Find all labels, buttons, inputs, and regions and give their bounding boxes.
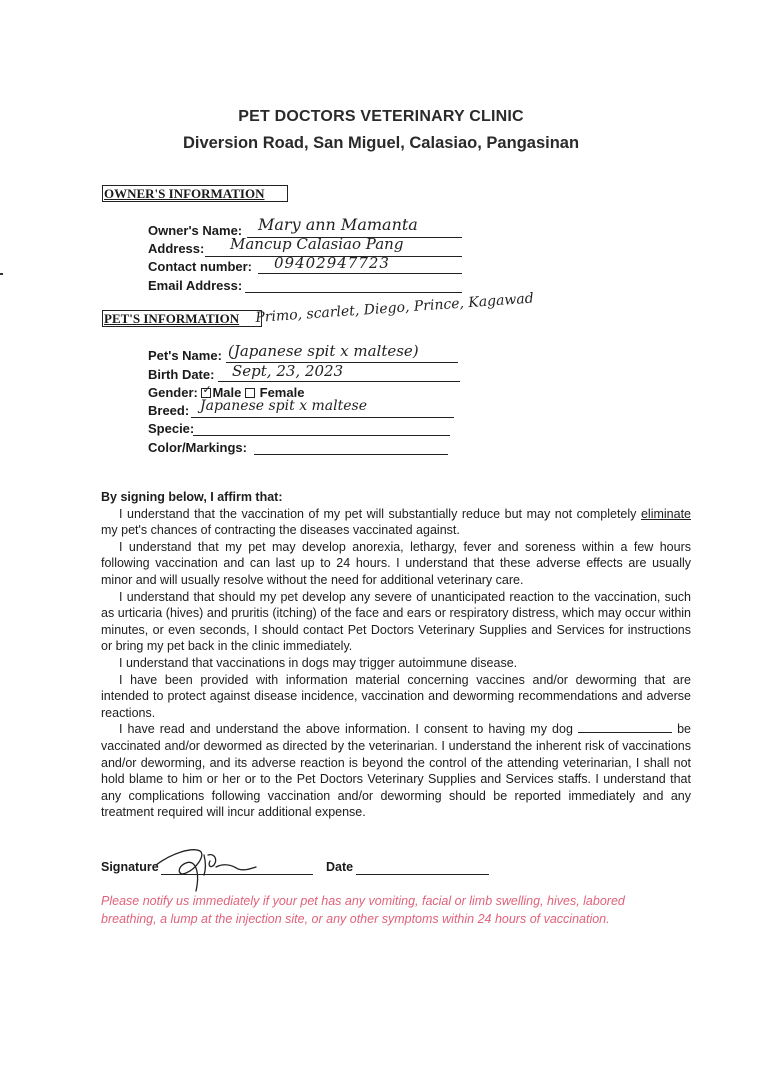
- date-label: Date: [326, 860, 354, 874]
- contact-line: [258, 273, 462, 274]
- owner-name-value[interactable]: Mary ann Mamanta: [258, 215, 418, 234]
- owner-section-title: OWNER'S INFORMATION: [102, 185, 288, 202]
- gender-label: Gender:: [148, 385, 198, 400]
- pet-section-title: PET'S INFORMATION: [102, 310, 262, 327]
- male-label: Male: [212, 385, 242, 400]
- breed-label: Breed:: [148, 403, 190, 418]
- handwritten-signature: [152, 843, 262, 895]
- clinic-address: Diversion Road, San Miguel, Calasiao, Pangasinan: [182, 134, 580, 152]
- clinic-name: PET DOCTORS VETERINARY CLINIC: [238, 108, 524, 125]
- scan-mark: [0, 273, 3, 275]
- owner-name-label: Owner's Name:: [148, 223, 243, 238]
- contact-value[interactable]: 09402947723: [274, 254, 390, 272]
- specie-line[interactable]: [193, 435, 450, 436]
- consent-lead: By signing below, I affirm that:: [101, 490, 283, 504]
- email-line[interactable]: [245, 292, 462, 293]
- pet-name-label: Pet's Name:: [148, 348, 222, 363]
- address-value[interactable]: Mancup Calasiao Pang: [230, 235, 404, 253]
- color-markings-line[interactable]: [254, 454, 448, 455]
- dog-name-blank[interactable]: [578, 722, 672, 733]
- address-label: Address:: [148, 241, 205, 256]
- birth-date-line: [218, 381, 460, 382]
- vaccination-notice: Please notify us immediately if your pet has any vomiting, facial or limb swelling, hives, labored breathing, a lump at the injection site, or any other symptoms within 24 hours of vaccination.: [101, 894, 625, 926]
- specie-label: Specie:: [148, 421, 195, 436]
- email-label: Email Address:: [148, 278, 243, 293]
- female-label: Female: [259, 385, 305, 400]
- male-checkbox[interactable]: [201, 384, 212, 398]
- consent-text: [101, 489, 691, 821]
- consent-paragraph-3: I understand that should my pet develop any severe of unanticipated reaction to the vaccination, such as urticaria (hives) and pruritis (itching) of the face and ears or respiratory distress, which may occur within minutes, or even seconds, I should contact Pet Doctors Veterinary Supplies and Services for instructions or bring my pet back in the clinic immediately.: [101, 589, 691, 654]
- consent-paragraph-1: I understand that the vaccination of my pet will substantially reduce but may not completely eliminate my pet's chances of contracting the diseases vaccinated against.: [101, 506, 691, 538]
- consent-paragraph-6: I have read and understand the above information. I consent to having my dog be vaccinated and/or dewormed as directed by the veterinarian. I understand the inherent risk of vaccinations and/or deworming, and its adverse reaction is beyond the control of the attending veterinarian, I shall not hold blame to him or her or to the Pet Doctors Veterinary Supplies and Services staffs. I understand that any complications following vaccination and/or deworming should be reported immediately and any treatment required will incur additional expense.: [101, 722, 691, 820]
- consent-paragraph-2: I understand that my pet may develop anorexia, lethargy, fever and soreness within a few hours following vaccination and can last up to 24 hours. I understand that these adverse effects are usually minor and will usually resolve without the need for additional veterinary care.: [101, 539, 691, 587]
- date-line[interactable]: [356, 874, 489, 875]
- breed-value[interactable]: Japanese spit x maltese: [200, 398, 368, 414]
- female-checkbox[interactable]: [245, 388, 255, 398]
- birth-date-label: Birth Date:: [148, 367, 215, 382]
- checkmark-icon: ✓: [202, 384, 212, 396]
- contact-label: Contact number:: [148, 259, 252, 274]
- birth-date-value[interactable]: Sept, 23, 2023: [232, 362, 344, 380]
- consent-paragraph-5: I have been provided with information material concerning vaccines and/or deworming that are intended to protect against disease incidence, vaccination and deworming recommendations and adverse reactions.: [101, 672, 691, 720]
- signature-label: Signature: [101, 860, 159, 874]
- pet-name-value[interactable]: (Japanese spit x maltese): [228, 342, 419, 360]
- pet-names-note: Primo, scarlet, Diego, Prince, Kagawad: [254, 290, 535, 326]
- breed-line: [191, 417, 454, 418]
- color-markings-label: Color/Markings:: [148, 440, 247, 455]
- consent-paragraph-4: I understand that vaccinations in dogs may trigger autoimmune disease.: [119, 655, 518, 670]
